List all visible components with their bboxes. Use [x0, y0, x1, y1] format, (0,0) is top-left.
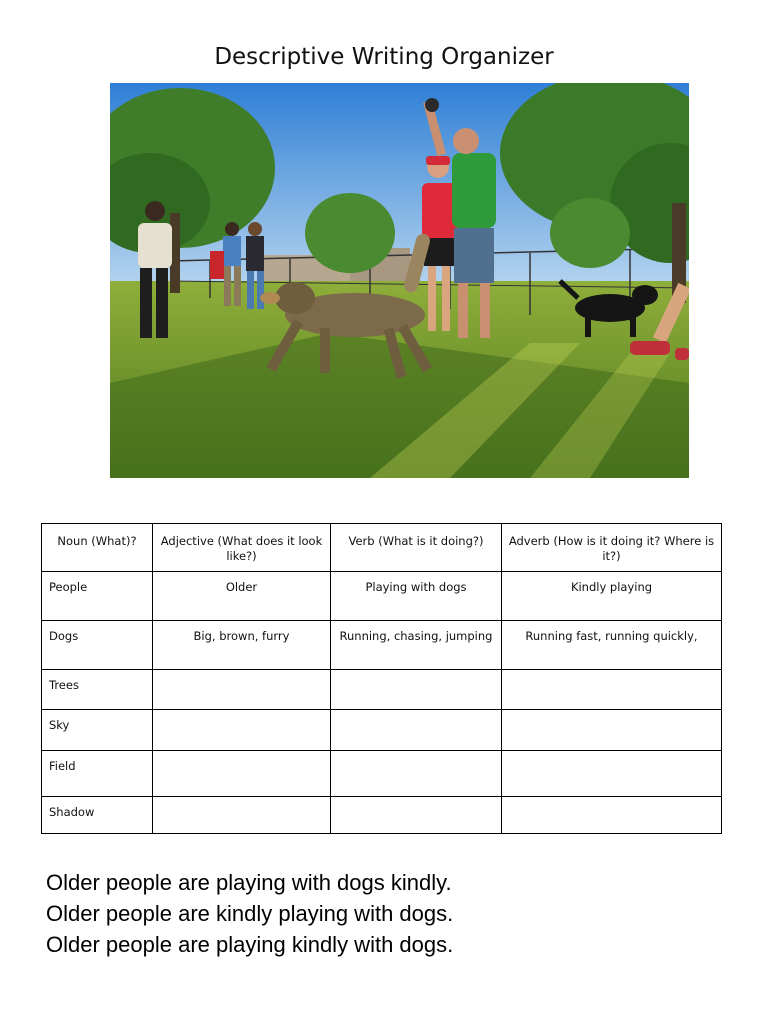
header-verb: Verb (What is it doing?) — [331, 524, 502, 572]
descriptive-writing-table — [41, 523, 722, 834]
verb-cell — [331, 797, 502, 834]
header-adjective: Adjective (What does it look like?) — [153, 524, 331, 572]
adjective-cell: Older — [153, 572, 331, 621]
verb-cell — [331, 710, 502, 751]
adverb-cell — [502, 751, 722, 797]
noun-cell: Sky — [42, 710, 153, 751]
adjective-cell — [153, 751, 331, 797]
table-row — [42, 572, 722, 621]
noun-cell: Dogs — [42, 621, 153, 670]
adjective-cell — [153, 797, 331, 834]
adverb-cell — [502, 797, 722, 834]
header-adverb: Adverb (How is it doing it? Where is it?) — [502, 524, 722, 572]
dog-park-photo — [110, 83, 689, 478]
adverb-cell — [502, 670, 722, 710]
noun-cell: Shadow — [42, 797, 153, 834]
verb-cell — [331, 751, 502, 797]
adjective-cell: Big, brown, furry — [153, 621, 331, 670]
example-sentences — [46, 867, 453, 960]
adverb-cell: Kindly playing — [502, 572, 722, 621]
verb-cell: Running, chasing, jumping — [331, 621, 502, 670]
sentence-line: Older people are playing kindly with dogs. — [46, 932, 454, 957]
table-row — [42, 670, 722, 710]
noun-cell: People — [42, 572, 153, 621]
sentence-line: Older people are kindly playing with dogs. — [46, 901, 454, 926]
verb-cell: Playing with dogs — [331, 572, 502, 621]
table-row — [42, 751, 722, 797]
table-row — [42, 797, 722, 834]
verb-cell — [331, 670, 502, 710]
table-row — [42, 710, 722, 751]
adverb-cell: Running fast, running quickly, — [502, 621, 722, 670]
adverb-cell — [502, 710, 722, 751]
adjective-cell — [153, 670, 331, 710]
sentence-line: Older people are playing with dogs kindly. — [46, 870, 452, 895]
adjective-cell — [153, 710, 331, 751]
page-title: Descriptive Writing Organizer — [214, 44, 554, 70]
header-noun: Noun (What)? — [42, 524, 153, 572]
noun-cell: Field — [42, 751, 153, 797]
table-row — [42, 621, 722, 670]
table-header-row — [42, 524, 722, 572]
noun-cell: Trees — [42, 670, 153, 710]
